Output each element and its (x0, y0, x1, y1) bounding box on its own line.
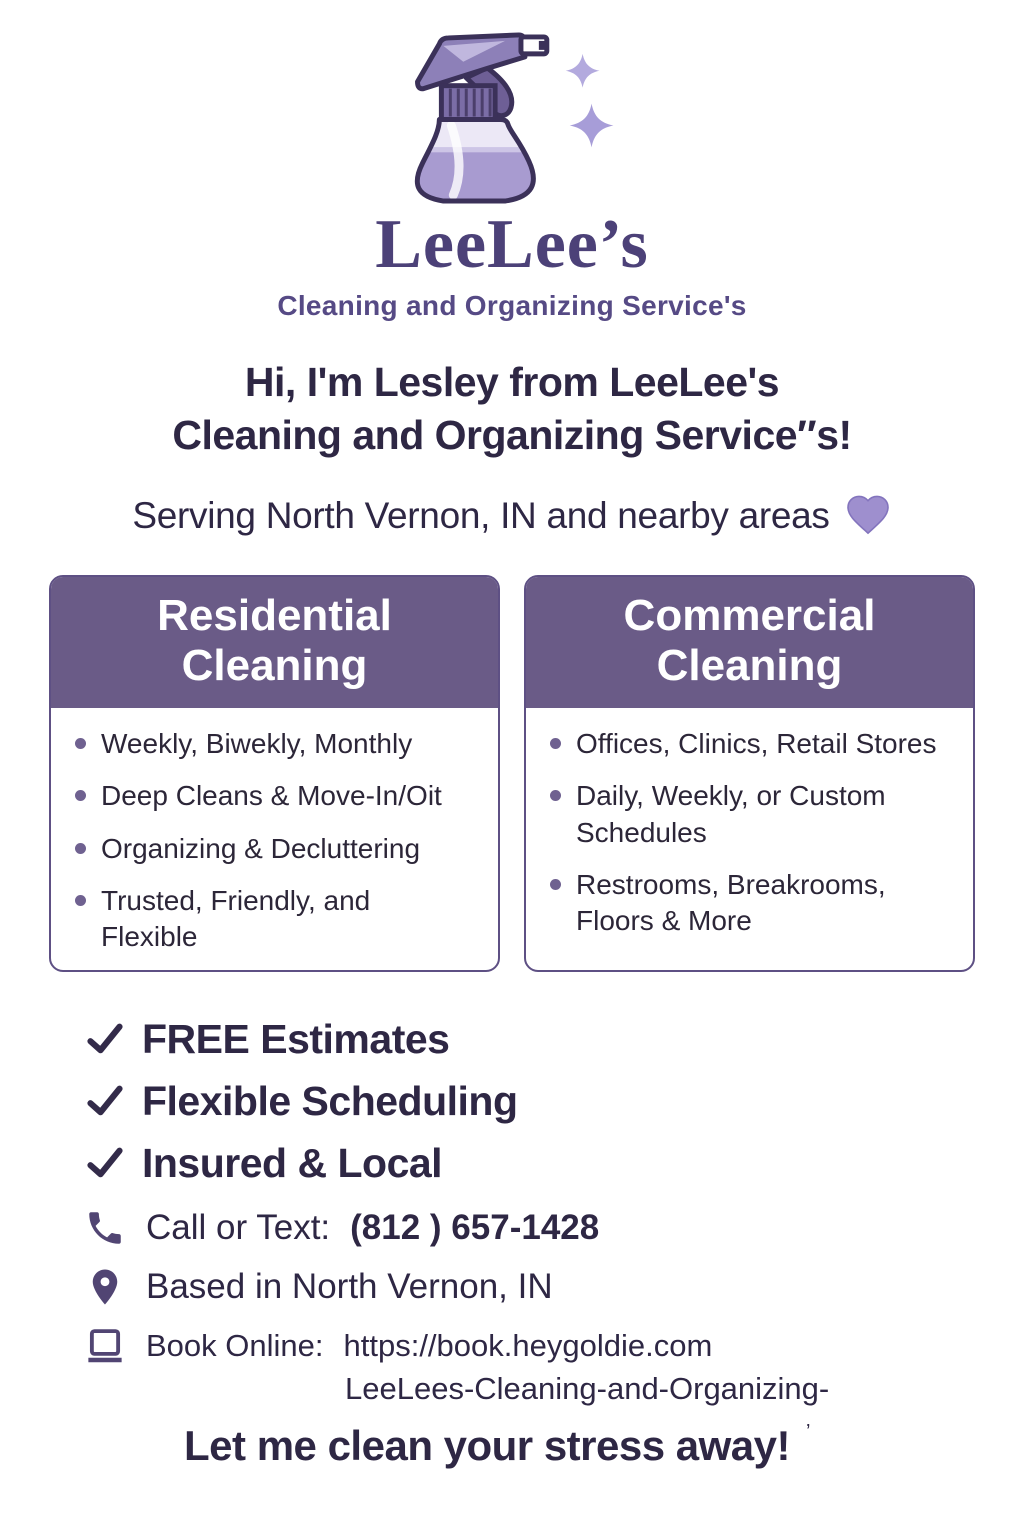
check-icon (86, 1020, 124, 1058)
card-residential-list (51, 708, 498, 970)
card-commercial (524, 575, 975, 972)
card-commercial-header (526, 577, 973, 708)
service-cards (0, 575, 1024, 972)
list-item (75, 778, 468, 814)
bullet-text: Daily, Weekly, or Custom Schedules (576, 780, 886, 848)
phone-label: Call or Text: (146, 1207, 331, 1247)
footer-tagline (0, 1421, 1024, 1470)
card-residential-header (51, 577, 498, 708)
list-item (75, 726, 468, 762)
list-item (550, 867, 943, 940)
bullet-text: Weekly, Biwekly, Monthly (101, 727, 413, 759)
bullet-text: Offices, Clinics, Retail Stores (576, 727, 937, 759)
highlights (86, 1016, 1024, 1187)
bullet-dot-icon (550, 879, 561, 890)
logo-block (0, 0, 1024, 322)
phone-number: (812 ) 657-1428 (350, 1207, 600, 1247)
list-item (550, 778, 943, 851)
contact-book-row (84, 1325, 1024, 1367)
card-title-line: Residential (157, 590, 392, 640)
logo-tagline: Cleaning and Organizing Service's (277, 290, 747, 321)
sparkle-icon (566, 54, 600, 88)
highlight-text: Flexible Scheduling (142, 1077, 518, 1124)
bullet-text: Organizing & Decluttering (101, 832, 421, 864)
intro-heading-line1: Hi, I'm Lesley from LeeLee's (244, 359, 780, 405)
card-title-line: Cleaning (181, 641, 368, 691)
bullet-dot-icon (75, 790, 86, 801)
location-text: Based in North Vernon, IN (146, 1266, 553, 1306)
highlight-item (86, 1016, 1024, 1063)
contact-block (84, 1207, 1024, 1407)
spray-bottle-icon (387, 26, 637, 210)
book-url-line1: https://book.heygoldie.com (343, 1327, 713, 1363)
card-title-line: Commercial (623, 590, 876, 640)
phone-icon (84, 1207, 126, 1249)
card-residential (49, 575, 500, 972)
serving-text: Serving North Vernon, IN and nearby areas (132, 494, 830, 536)
list-item (75, 831, 468, 867)
bullet-text: Restrooms, Breakrooms, Floors & More (576, 868, 886, 937)
bullet-dot-icon (75, 738, 86, 749)
highlight-item (86, 1140, 1024, 1187)
contact-location-row (84, 1266, 1024, 1308)
bullet-dot-icon (550, 790, 561, 801)
book-url-line2: LeeLees-Cleaning-and-Organizing- (345, 1370, 830, 1406)
check-icon (86, 1082, 124, 1120)
laptop-icon (84, 1325, 126, 1367)
list-item (550, 726, 943, 762)
serving-line (0, 491, 1024, 537)
sparkle-icon (570, 104, 614, 148)
bullet-dot-icon (75, 895, 86, 906)
book-label: Book Online: (146, 1327, 324, 1363)
highlight-item (86, 1078, 1024, 1125)
list-item (75, 883, 468, 956)
bullet-dot-icon (75, 843, 86, 854)
bullet-dot-icon (550, 738, 561, 749)
check-icon (86, 1144, 124, 1182)
intro-heading (0, 356, 1024, 463)
intro-heading-line2: Cleaning and Organizing Service″s! (172, 412, 852, 459)
footer-text: Let me clean your stress away! (184, 1421, 790, 1469)
highlight-text: FREE Estimates (142, 1015, 450, 1062)
bullet-text: Trusted, Friendly, and Flexible (101, 884, 371, 953)
stray-apostrophe: ’ (806, 1420, 810, 1443)
logo-name: LeeLee’s (375, 206, 649, 283)
location-pin-icon (84, 1266, 126, 1308)
card-commercial-list (526, 708, 973, 954)
purple-heart-icon (844, 491, 892, 537)
highlight-text: Insured & Local (142, 1139, 443, 1186)
card-title-line: Cleaning (656, 641, 843, 691)
contact-phone-row (84, 1207, 1024, 1249)
bullet-text: Deep Cleans & Move-In/Oit (101, 780, 442, 812)
